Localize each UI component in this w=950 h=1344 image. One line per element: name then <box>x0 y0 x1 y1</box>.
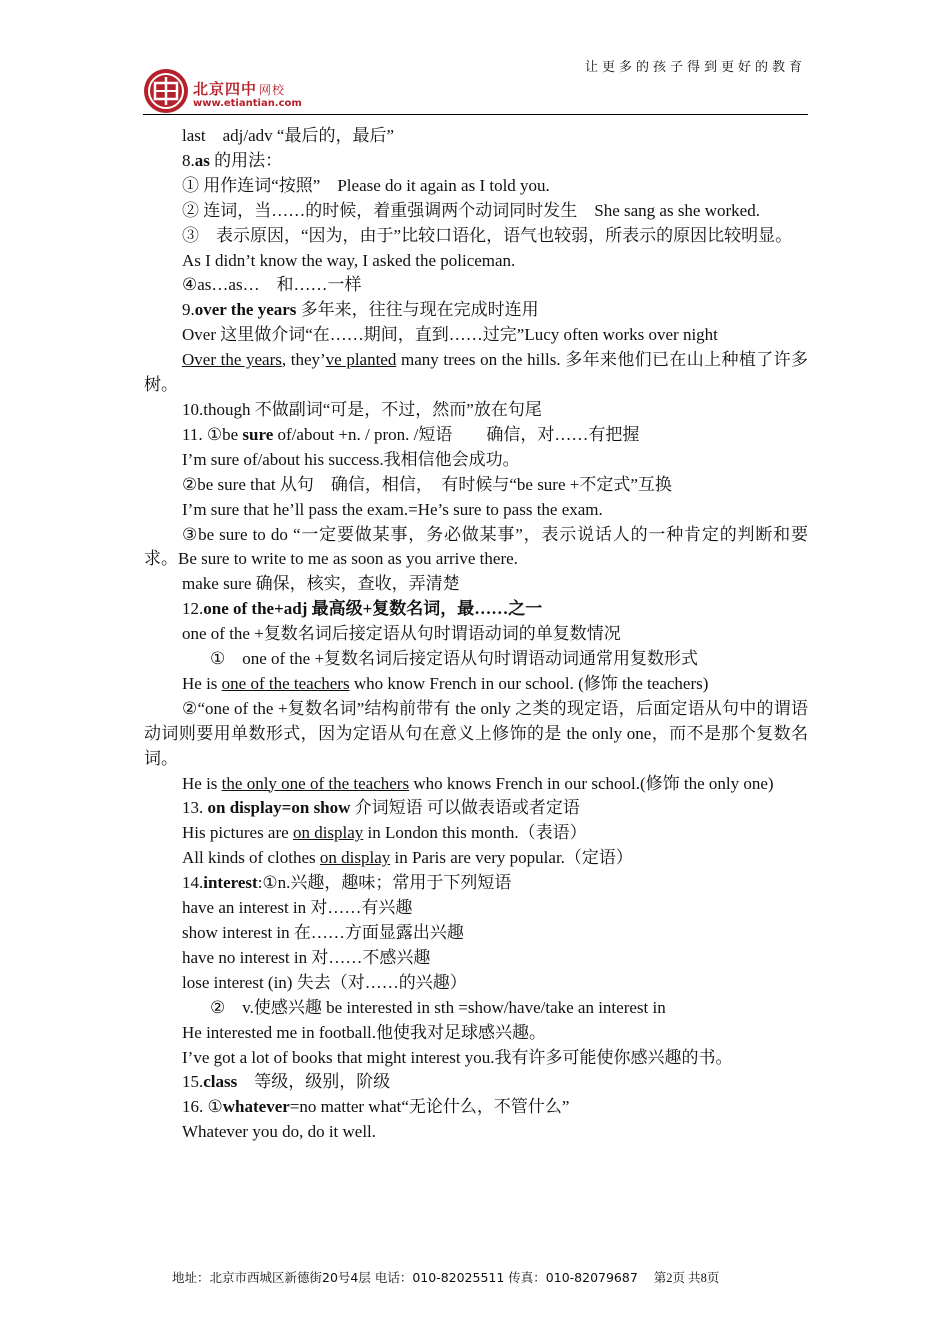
text-line <box>144 971 808 996</box>
text-span: 11. ①be <box>182 424 243 444</box>
text-span: 等级，级别，阶级 <box>237 1072 391 1092</box>
text-span: All kinds of clothes <box>182 848 320 868</box>
text-span: 15. <box>182 1072 204 1092</box>
text-span: , they’ <box>281 350 326 370</box>
text-span: who knows French in our school.(修饰 the only one) <box>409 773 774 793</box>
text-line <box>144 348 808 398</box>
text-span: He is <box>182 773 222 793</box>
bold-term: over the years <box>194 300 297 320</box>
text-span: I’m sure of/about his success.我相信他会成功。 <box>182 449 520 469</box>
text-span: He interested me in football.他使我对足球感兴趣。 <box>182 1022 547 1042</box>
text-line <box>144 871 808 896</box>
text-span: As I didn’t know the way, I asked the policeman. <box>182 250 516 270</box>
text-span: 8. <box>182 150 195 170</box>
text-line <box>144 124 808 149</box>
bold-term: on display=on show <box>207 798 351 818</box>
text-span: one of the +复数名词后接定语从句时谓语动词的单复数情况 <box>182 624 621 644</box>
text-span: :①n.兴趣，趣味；常用于下列短语 <box>257 873 512 893</box>
text-span: Over 这里做介词“在……期间，直到……过完”Lucy often works over night <box>182 325 718 345</box>
text-line <box>144 448 808 473</box>
text-span: ② v.使感兴趣 be interested in sth =show/have/take an interest in <box>210 997 666 1017</box>
underlined-phrase: on display <box>319 848 391 868</box>
text-line <box>144 523 808 573</box>
text-line <box>144 821 808 846</box>
text-line <box>144 622 808 647</box>
bold-term: class <box>203 1072 238 1092</box>
text-span: lose interest (in) 失去（对……的兴趣） <box>182 972 467 992</box>
bold-term: whatever <box>222 1097 290 1117</box>
text-span: 14. <box>182 873 204 893</box>
text-line <box>144 1046 808 1071</box>
text-line <box>144 224 808 249</box>
text-span: in Paris are very popular.（定语） <box>390 848 633 868</box>
text-line <box>144 796 808 821</box>
text-span: ① one of the +复数名词后接定语从句时谓语动词通常用复数形式 <box>210 649 699 669</box>
text-line <box>144 298 808 323</box>
school-logo-icon <box>143 68 189 114</box>
text-line <box>144 1070 808 1095</box>
text-span: His pictures are <box>182 823 293 843</box>
bold-term: interest <box>203 873 258 893</box>
text-span: ②“one of the +复数名词”结构前带有 the only 之类的现定语，后面定语从句中的谓语动词则要用单数形式，因为定语从句在意义上修饰的是 the only one，而不是那个复数名词。 <box>144 698 808 768</box>
text-span: 12. <box>182 599 204 619</box>
text-span: have an interest in 对……有兴趣 <box>182 898 413 918</box>
text-span: many trees on the hills. 多年来他们已在山上种植了许多树。 <box>144 350 808 395</box>
text-span: ② 连词，当……的时候，着重强调两个动词同时发生 She sang as she worked. <box>182 200 760 220</box>
text-span: ③be sure to do “一定要做某事，务必做某事”，表示说话人的一种肯定的判断和要求。Be sure to write to me as soon as you arrive there. <box>144 524 808 569</box>
header-divider <box>143 114 808 115</box>
text-span: =no matter what“无论什么，不管什么” <box>289 1097 570 1117</box>
brand-url: www.etiantian.com <box>193 98 302 109</box>
text-line <box>144 273 808 298</box>
text-span: 介词短语 可以做表语或者定语 <box>350 798 580 818</box>
text-span: I’ve got a lot of books that might interest you.我有许多可能使你感兴趣的书。 <box>182 1047 733 1067</box>
text-span: who know French in our school. (修饰 the teachers) <box>349 673 709 693</box>
text-line <box>144 149 808 174</box>
text-span: ④as…as… 和……一样 <box>182 275 362 295</box>
page-footer <box>172 1268 719 1286</box>
text-line <box>144 597 808 622</box>
text-span: last adj/adv “最后的，最后” <box>182 126 394 145</box>
text-span: Whatever you do, do it well. <box>182 1122 377 1142</box>
text-line <box>144 647 808 672</box>
text-line <box>144 896 808 921</box>
text-line <box>144 423 808 448</box>
text-line <box>144 473 808 498</box>
text-line <box>144 772 808 797</box>
text-span: make sure 确保，核实，查收，弄清楚 <box>182 574 460 594</box>
text-span: 多年来，往往与现在完成时连用 <box>296 300 539 320</box>
page-number: 第2页 共8页 <box>653 1271 720 1285</box>
underlined-phrase: on display <box>292 823 364 843</box>
text-line <box>144 323 808 348</box>
text-line <box>144 199 808 224</box>
text-span: ③ 表示原因，“因为，由于”比较口语化，语气也较弱，所表示的原因比较明显。 <box>182 225 793 245</box>
bold-term: as <box>194 150 210 170</box>
text-line <box>144 1095 808 1120</box>
text-line <box>144 996 808 1021</box>
text-line <box>144 946 808 971</box>
text-span: have no interest in 对……不感兴趣 <box>182 947 431 967</box>
footer-address: 地址：北京市西城区新德街20号4层 电话：010-82025511 传真：010-82079687 <box>172 1270 638 1285</box>
text-span: 10.though 不做副词“可是，不过，然而”放在句尾 <box>182 399 542 419</box>
brand-name: 北京四中 网校 <box>193 80 286 98</box>
bold-term: sure <box>242 424 274 444</box>
document-body <box>144 124 808 1145</box>
underlined-phrase: Over the years <box>182 350 282 370</box>
text-span: in London this month.（表语） <box>363 823 587 843</box>
text-span: I’m sure that he’ll pass the exam.=He’s sure to pass the exam. <box>182 499 603 519</box>
text-span: of/about +n. / pron. /短语 确信，对……有把握 <box>273 424 640 444</box>
text-line <box>144 921 808 946</box>
text-span: ②be sure that 从句 确信，相信， 有时候与“be sure +不定式”互换 <box>182 474 672 494</box>
text-line <box>144 572 808 597</box>
text-line <box>144 249 808 274</box>
text-span: 的用法： <box>209 150 283 170</box>
text-span: 9. <box>182 300 195 320</box>
text-line <box>144 1021 808 1046</box>
text-span: 13. <box>182 798 208 818</box>
text-line <box>144 697 808 772</box>
text-line <box>144 672 808 697</box>
underlined-phrase: the only one of the teachers <box>221 773 410 793</box>
header-slogan: 让更多的孩子得到更好的教育 <box>584 60 806 75</box>
text-span: show interest in 在……方面显露出兴趣 <box>182 923 464 942</box>
text-line <box>144 846 808 871</box>
underlined-phrase: one of the teachers <box>221 673 350 693</box>
text-line <box>144 1120 808 1145</box>
bold-term: one of the+adj 最高级+复数名词，最……之一 <box>203 599 543 619</box>
text-line <box>144 398 808 423</box>
underlined-phrase: ve planted <box>325 350 397 370</box>
text-line <box>144 174 808 199</box>
text-span: ① 用作连词“按照” Please do it again as I told you. <box>182 175 550 195</box>
text-span: 16. ① <box>182 1097 223 1117</box>
text-line <box>144 498 808 523</box>
page-header <box>143 50 808 116</box>
text-span: He is <box>182 673 222 693</box>
